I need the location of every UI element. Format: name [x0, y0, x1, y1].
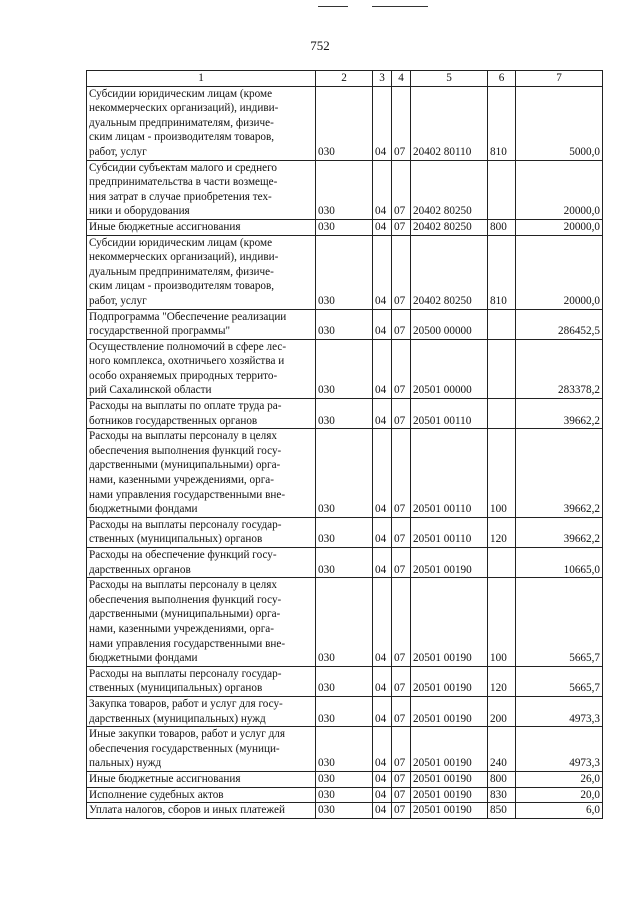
row-vr-cell: 240	[488, 727, 516, 772]
row-name-cell: Субсидии юридическим лицам (кроме некоммерческих организаций), индиви- дуальным предпринимателям, физиче- ским лицам - производителям товаров, работ, услуг	[87, 235, 316, 309]
row-name-cell: Расходы на обеспечение функций госу- дарственных органов	[87, 548, 316, 578]
row-csr-cell: 20500 00000	[411, 309, 488, 339]
header-cell-2: 2	[316, 71, 373, 87]
row-rz-cell: 04	[373, 339, 392, 398]
row-rz-cell: 04	[373, 399, 392, 429]
row-csr-cell: 20501 00190	[411, 787, 488, 803]
row-rz-cell: 04	[373, 787, 392, 803]
row-rz-cell: 04	[373, 696, 392, 726]
row-ved-cell: 030	[316, 429, 373, 518]
row-sum-cell: 4973,3	[516, 696, 603, 726]
budget-table	[86, 70, 603, 819]
row-sum-cell: 5000,0	[516, 86, 603, 160]
row-rz-cell: 04	[373, 517, 392, 547]
row-pr-cell: 07	[392, 578, 411, 667]
row-name-cell: Иные закупки товаров, работ и услуг для обеспечения государственных (муници- пальных) нужд	[87, 727, 316, 772]
top-rule-right	[372, 6, 428, 7]
row-ved-cell: 030	[316, 787, 373, 803]
row-ved-cell: 030	[316, 309, 373, 339]
row-vr-cell: 810	[488, 235, 516, 309]
row-ved-cell: 030	[316, 339, 373, 398]
row-sum-cell: 5665,7	[516, 578, 603, 667]
row-name-cell: Иные бюджетные ассигнования	[87, 771, 316, 787]
row-vr-cell: 830	[488, 787, 516, 803]
row-rz-cell: 04	[373, 235, 392, 309]
top-rule-left	[318, 6, 348, 7]
row-pr-cell: 07	[392, 517, 411, 547]
row-pr-cell: 07	[392, 235, 411, 309]
table-row	[87, 578, 603, 667]
row-csr-cell: 20501 00110	[411, 399, 488, 429]
row-vr-cell	[488, 548, 516, 578]
row-rz-cell: 04	[373, 666, 392, 696]
row-name-cell: Расходы на выплаты персоналу государ- ственных (муниципальных) органов	[87, 517, 316, 547]
table-row	[87, 727, 603, 772]
table-header-row	[87, 71, 603, 87]
row-rz-cell: 04	[373, 429, 392, 518]
row-rz-cell: 04	[373, 309, 392, 339]
row-name-cell: Осуществление полномочий в сфере лес- ного комплекса, охотничьего хозяйства и особо охраняемых природных террито- рий Сахалинской области	[87, 339, 316, 398]
table-row	[87, 771, 603, 787]
row-name-cell: Расходы на выплаты персоналу государ- ственных (муниципальных) органов	[87, 666, 316, 696]
row-csr-cell: 20501 00190	[411, 548, 488, 578]
row-csr-cell: 20501 00110	[411, 517, 488, 547]
table-row	[87, 309, 603, 339]
row-rz-cell: 04	[373, 548, 392, 578]
row-pr-cell: 07	[392, 160, 411, 219]
row-rz-cell: 04	[373, 160, 392, 219]
row-vr-cell: 800	[488, 219, 516, 235]
row-pr-cell: 07	[392, 309, 411, 339]
row-sum-cell: 20000,0	[516, 235, 603, 309]
row-ved-cell: 030	[316, 666, 373, 696]
row-pr-cell: 07	[392, 339, 411, 398]
row-name-cell: Закупка товаров, работ и услуг для госу- дарственных (муниципальных) нужд	[87, 696, 316, 726]
table-row	[87, 399, 603, 429]
table-row	[87, 517, 603, 547]
row-ved-cell: 030	[316, 160, 373, 219]
row-ved-cell: 030	[316, 727, 373, 772]
row-pr-cell: 07	[392, 771, 411, 787]
row-vr-cell: 100	[488, 429, 516, 518]
row-csr-cell: 20501 00190	[411, 696, 488, 726]
page-number: 752	[310, 38, 330, 53]
row-pr-cell: 07	[392, 696, 411, 726]
row-sum-cell: 6,0	[516, 803, 603, 819]
table-row	[87, 235, 603, 309]
row-pr-cell: 07	[392, 787, 411, 803]
table-row	[87, 86, 603, 160]
header-cell-3: 3	[373, 71, 392, 87]
row-pr-cell: 07	[392, 86, 411, 160]
row-csr-cell: 20402 80250	[411, 160, 488, 219]
table-row	[87, 219, 603, 235]
row-vr-cell: 800	[488, 771, 516, 787]
row-vr-cell: 100	[488, 578, 516, 667]
row-sum-cell: 20,0	[516, 787, 603, 803]
row-pr-cell: 07	[392, 429, 411, 518]
row-ved-cell: 030	[316, 399, 373, 429]
row-sum-cell: 39662,2	[516, 429, 603, 518]
row-pr-cell: 07	[392, 803, 411, 819]
row-sum-cell: 10665,0	[516, 548, 603, 578]
row-vr-cell: 810	[488, 86, 516, 160]
row-csr-cell: 20501 00190	[411, 666, 488, 696]
row-pr-cell: 07	[392, 399, 411, 429]
row-sum-cell: 5665,7	[516, 666, 603, 696]
row-name-cell: Подпрограмма "Обеспечение реализации государственной программы"	[87, 309, 316, 339]
table-row	[87, 696, 603, 726]
row-sum-cell: 283378,2	[516, 339, 603, 398]
row-ved-cell: 030	[316, 219, 373, 235]
row-rz-cell: 04	[373, 771, 392, 787]
row-name-cell: Субсидии субъектам малого и среднего предпринимательства в части возмеще- ния затрат в случае приобретения тех- ники и оборудования	[87, 160, 316, 219]
row-csr-cell: 20402 80250	[411, 219, 488, 235]
row-vr-cell: 850	[488, 803, 516, 819]
row-rz-cell: 04	[373, 803, 392, 819]
row-name-cell: Исполнение судебных актов	[87, 787, 316, 803]
row-sum-cell: 39662,2	[516, 517, 603, 547]
row-vr-cell: 120	[488, 517, 516, 547]
row-pr-cell: 07	[392, 548, 411, 578]
table-row	[87, 339, 603, 398]
row-csr-cell: 20402 80250	[411, 235, 488, 309]
row-sum-cell: 286452,5	[516, 309, 603, 339]
row-name-cell: Расходы на выплаты персоналу в целях обеспечения выполнения функций госу- дарственными (муниципальными) орга- нами, казенными учреждениями, орга- нами управления государственными вне- бюджетными фондами	[87, 578, 316, 667]
row-vr-cell	[488, 399, 516, 429]
header-cell-1: 1	[87, 71, 316, 87]
row-name-cell: Расходы на выплаты персоналу в целях обеспечения выполнения функций госу- дарственными (муниципальными) орга- нами, казенными учреждениями, орга- нами управления государственными вне- бюджетными фондами	[87, 429, 316, 518]
row-sum-cell: 20000,0	[516, 160, 603, 219]
row-csr-cell: 20501 00190	[411, 803, 488, 819]
row-ved-cell: 030	[316, 517, 373, 547]
table-row	[87, 548, 603, 578]
row-vr-cell: 120	[488, 666, 516, 696]
row-ved-cell: 030	[316, 235, 373, 309]
row-rz-cell: 04	[373, 219, 392, 235]
table-row	[87, 160, 603, 219]
row-csr-cell: 20501 00190	[411, 771, 488, 787]
row-ved-cell: 030	[316, 548, 373, 578]
row-name-cell: Уплата налогов, сборов и иных платежей	[87, 803, 316, 819]
row-pr-cell: 07	[392, 727, 411, 772]
row-rz-cell: 04	[373, 86, 392, 160]
row-sum-cell: 4973,3	[516, 727, 603, 772]
row-ved-cell: 030	[316, 803, 373, 819]
table-row	[87, 666, 603, 696]
row-name-cell: Иные бюджетные ассигнования	[87, 219, 316, 235]
row-pr-cell: 07	[392, 666, 411, 696]
row-name-cell: Субсидии юридическим лицам (кроме некоммерческих организаций), индиви- дуальным предпринимателям, физиче- ским лицам - производителям товаров, работ, услуг	[87, 86, 316, 160]
row-csr-cell: 20501 00110	[411, 429, 488, 518]
row-csr-cell: 20501 00190	[411, 578, 488, 667]
row-name-cell: Расходы на выплаты по оплате труда ра- ботников государственных органов	[87, 399, 316, 429]
row-ved-cell: 030	[316, 696, 373, 726]
header-cell-7: 7	[516, 71, 603, 87]
row-ved-cell: 030	[316, 771, 373, 787]
table-row	[87, 429, 603, 518]
row-sum-cell: 20000,0	[516, 219, 603, 235]
row-rz-cell: 04	[373, 727, 392, 772]
row-ved-cell: 030	[316, 86, 373, 160]
row-sum-cell: 39662,2	[516, 399, 603, 429]
row-vr-cell	[488, 160, 516, 219]
row-vr-cell	[488, 309, 516, 339]
row-sum-cell: 26,0	[516, 771, 603, 787]
table-row	[87, 803, 603, 819]
header-cell-5: 5	[411, 71, 488, 87]
row-rz-cell: 04	[373, 578, 392, 667]
header-cell-4: 4	[392, 71, 411, 87]
table-row	[87, 787, 603, 803]
row-ved-cell: 030	[316, 578, 373, 667]
row-csr-cell: 20501 00000	[411, 339, 488, 398]
row-vr-cell	[488, 339, 516, 398]
row-csr-cell: 20402 80110	[411, 86, 488, 160]
row-pr-cell: 07	[392, 219, 411, 235]
row-vr-cell: 200	[488, 696, 516, 726]
header-cell-6: 6	[488, 71, 516, 87]
row-csr-cell: 20501 00190	[411, 727, 488, 772]
